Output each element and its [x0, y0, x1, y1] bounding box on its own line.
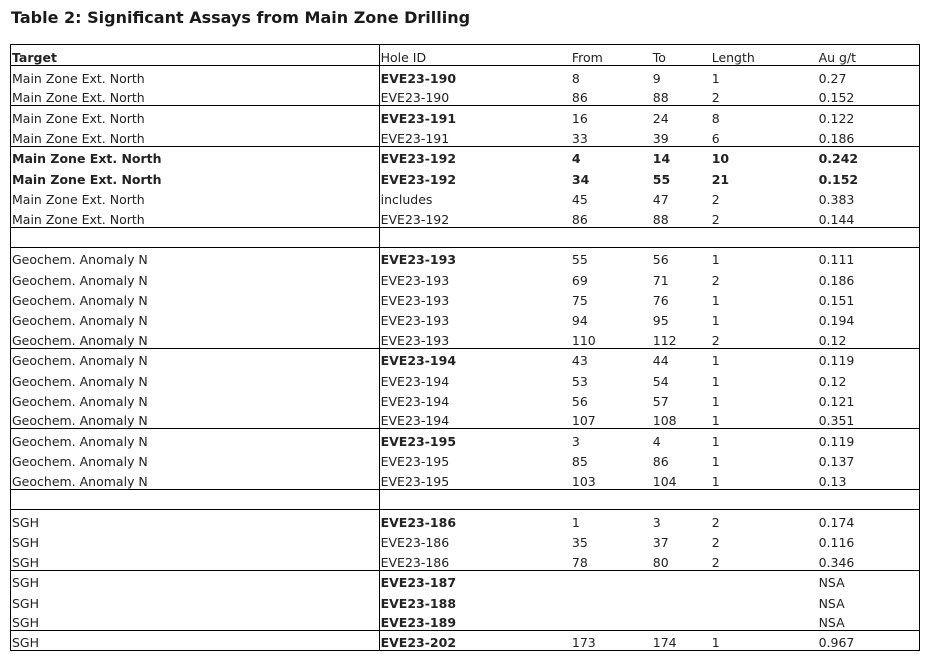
blank-row — [11, 227, 920, 247]
cell-hole-id: EVE23-193 — [379, 328, 571, 348]
cell-length: 2 — [711, 211, 720, 227]
cell-from: 55 — [571, 247, 652, 267]
cell-from: 86 — [571, 90, 588, 106]
cell-au: NSA — [818, 570, 920, 590]
cell-length: 1 — [711, 348, 818, 368]
cell-to: 88 — [652, 90, 669, 106]
cell-to: 80 — [652, 554, 669, 570]
cell-from: 4 — [571, 146, 652, 166]
cell-to: 24 — [652, 106, 711, 126]
cell-target: Geochem. Anomaly N — [11, 267, 380, 287]
cell-length: 21 — [711, 171, 730, 187]
cell-length: 8 — [711, 106, 818, 126]
cell-au: 0.12 — [818, 328, 920, 348]
cell-length: 1 — [711, 247, 818, 267]
cell-to: 3 — [652, 510, 711, 530]
cell-target — [11, 489, 380, 509]
table-row — [11, 267, 920, 287]
cell-hole-id: EVE23-190 — [379, 86, 571, 106]
table-row — [11, 590, 920, 610]
cell-length: 2 — [711, 332, 720, 348]
cell-hole-id: EVE23-186 — [379, 550, 571, 570]
cell-hole-id: EVE23-193 — [379, 267, 571, 287]
cell-from: 94 — [571, 312, 588, 328]
cell-target: SGH — [11, 590, 380, 610]
cell-au: 0.186 — [818, 126, 920, 146]
table-row — [11, 368, 920, 388]
cell-from: 8 — [571, 70, 580, 86]
table-row — [11, 66, 920, 86]
cell-target: Geochem. Anomaly N — [11, 469, 380, 489]
cell-target: Main Zone Ext. North — [11, 66, 380, 86]
cell-from: 45 — [571, 191, 588, 207]
cell-from: 107 — [571, 413, 596, 429]
cell-target: Geochem. Anomaly N — [11, 368, 380, 388]
cell-au: 0.121 — [818, 389, 920, 409]
cell-from: 78 — [571, 554, 588, 570]
table-row — [11, 631, 920, 651]
cell-length: 1 — [711, 631, 818, 651]
cell-hole-id: includes — [379, 187, 571, 207]
cell-target: Main Zone Ext. North — [11, 187, 380, 207]
cell-au: NSA — [818, 590, 920, 610]
cell-from — [571, 590, 652, 610]
cell-au: 0.144 — [818, 207, 920, 227]
table-row — [11, 449, 920, 469]
cell-au: 0.119 — [818, 348, 920, 368]
cell-to — [652, 570, 711, 590]
cell-from: 56 — [571, 393, 588, 409]
cell-to: 47 — [652, 191, 669, 207]
cell-to: 112 — [652, 332, 677, 348]
cell-hole-id: EVE23-192 — [379, 207, 571, 227]
cell-length: 1 — [711, 312, 720, 328]
cell-au: NSA — [818, 611, 920, 631]
cell-from: 1 — [571, 510, 652, 530]
cell-target: SGH — [11, 510, 380, 530]
cell-au: 0.186 — [818, 267, 920, 287]
cell-au: 0.119 — [818, 429, 920, 449]
cell-hole-id: EVE23-191 — [379, 126, 571, 146]
table-row — [11, 611, 920, 631]
table-row — [11, 550, 920, 570]
table-row — [11, 429, 920, 449]
blank-row — [11, 489, 920, 509]
cell-target: SGH — [11, 530, 380, 550]
table-row — [11, 409, 920, 429]
cell-from: 103 — [571, 473, 596, 489]
cell-target: Geochem. Anomaly N — [11, 389, 380, 409]
cell-length: 1 — [711, 473, 720, 489]
cell-target — [11, 227, 380, 247]
table-row — [11, 126, 920, 146]
cell-hole-id: EVE23-195 — [379, 449, 571, 469]
cell-to: 76 — [652, 292, 669, 308]
cell-hole-id: EVE23-188 — [379, 590, 571, 610]
table-row — [11, 247, 920, 267]
cell-target: Geochem. Anomaly N — [11, 308, 380, 328]
cell-hole-id: EVE23-194 — [379, 348, 571, 368]
table-row — [11, 328, 920, 348]
cell-length: 6 — [711, 130, 720, 146]
cell-from: 110 — [571, 332, 596, 348]
table-row — [11, 348, 920, 368]
cell-from: 86 — [571, 211, 588, 227]
cell-to: 174 — [652, 631, 711, 651]
cell-au: 0.242 — [818, 146, 920, 166]
cell-target: Geochem. Anomaly N — [11, 429, 380, 449]
table-row — [11, 288, 920, 308]
table-row — [11, 207, 920, 227]
cell-to: 4 — [652, 429, 711, 449]
cell-to: 39 — [652, 130, 669, 146]
cell-au — [818, 227, 920, 247]
cell-from — [571, 227, 652, 247]
table-row — [11, 146, 920, 166]
cell-hole-id: EVE23-193 — [379, 288, 571, 308]
cell-hole-id: EVE23-192 — [379, 146, 571, 166]
cell-target: Geochem. Anomaly N — [11, 409, 380, 429]
cell-au: 0.111 — [818, 247, 920, 267]
cell-hole-id: EVE23-194 — [379, 409, 571, 429]
cell-to — [652, 611, 711, 631]
header-from: From — [571, 45, 652, 66]
cell-au: 0.194 — [818, 308, 920, 328]
cell-target: SGH — [11, 550, 380, 570]
cell-length: 1 — [711, 70, 720, 86]
cell-from — [571, 611, 652, 631]
cell-from: 35 — [571, 535, 588, 550]
cell-to: 56 — [652, 247, 711, 267]
table-row — [11, 389, 920, 409]
cell-target: Geochem. Anomaly N — [11, 247, 380, 267]
table-row — [11, 86, 920, 106]
cell-length: 2 — [711, 510, 818, 530]
cell-target: Geochem. Anomaly N — [11, 348, 380, 368]
cell-from: 53 — [571, 373, 588, 389]
cell-hole-id: EVE23-190 — [379, 66, 571, 86]
cell-hole-id: EVE23-193 — [379, 308, 571, 328]
cell-au: 0.122 — [818, 106, 920, 126]
cell-length: 2 — [711, 554, 720, 570]
cell-to: 14 — [652, 146, 711, 166]
cell-target: Main Zone Ext. North — [11, 146, 380, 166]
cell-hole-id: EVE23-186 — [379, 510, 571, 530]
cell-target: Main Zone Ext. North — [11, 166, 380, 186]
cell-au: 0.12 — [818, 368, 920, 388]
table-row — [11, 166, 920, 186]
cell-to: 54 — [652, 373, 669, 389]
cell-length: 10 — [711, 146, 818, 166]
cell-hole-id: EVE23-187 — [379, 570, 571, 590]
cell-au: 0.967 — [818, 631, 920, 651]
cell-au: 0.174 — [818, 510, 920, 530]
cell-hole-id: EVE23-195 — [379, 469, 571, 489]
cell-au: 0.152 — [818, 86, 920, 106]
cell-target: Main Zone Ext. North — [11, 106, 380, 126]
cell-to: 9 — [652, 70, 661, 86]
cell-to: 71 — [652, 272, 669, 288]
table-title: Table 2: Significant Assays from Main Zone Drilling — [11, 8, 471, 27]
cell-to: 108 — [652, 413, 677, 429]
cell-length — [711, 570, 818, 590]
cell-hole-id — [379, 489, 571, 509]
cell-to: 104 — [652, 473, 677, 489]
cell-from: 75 — [571, 292, 588, 308]
cell-target: Main Zone Ext. North — [11, 126, 380, 146]
table-row — [11, 510, 920, 530]
cell-to: 44 — [652, 348, 711, 368]
cell-au: 0.152 — [818, 166, 920, 186]
cell-to — [652, 489, 711, 509]
cell-hole-id: EVE23-194 — [379, 389, 571, 409]
cell-to: 57 — [652, 393, 669, 409]
cell-from: 43 — [571, 348, 652, 368]
table-body — [11, 66, 920, 651]
cell-hole-id: EVE23-194 — [379, 368, 571, 388]
cell-au: 0.137 — [818, 449, 920, 469]
table-row — [11, 469, 920, 489]
cell-to: 86 — [652, 454, 669, 470]
cell-length: 1 — [711, 373, 720, 389]
cell-length — [711, 227, 818, 247]
cell-length: 1 — [711, 454, 720, 470]
table-row — [11, 570, 920, 590]
cell-length: 1 — [711, 292, 720, 308]
cell-from — [571, 570, 652, 590]
cell-hole-id: EVE23-193 — [379, 247, 571, 267]
cell-target: Geochem. Anomaly N — [11, 449, 380, 469]
table-row — [11, 187, 920, 207]
cell-length: 2 — [711, 535, 720, 550]
cell-from: 33 — [571, 130, 588, 146]
cell-target: Main Zone Ext. North — [11, 207, 380, 227]
cell-target: SGH — [11, 631, 380, 651]
cell-from: 34 — [571, 171, 590, 187]
header-target: Target — [11, 45, 380, 66]
cell-length — [711, 489, 818, 509]
cell-au: 0.151 — [818, 288, 920, 308]
cell-hole-id: EVE23-189 — [379, 611, 571, 631]
cell-target: Geochem. Anomaly N — [11, 288, 380, 308]
cell-length: 2 — [711, 272, 720, 288]
cell-target: SGH — [11, 611, 380, 631]
header-hole-id: Hole ID — [379, 45, 571, 66]
table-row — [11, 308, 920, 328]
cell-to: 55 — [652, 171, 671, 187]
cell-length: 1 — [711, 429, 818, 449]
cell-from: 3 — [571, 429, 652, 449]
table-header-row — [11, 45, 920, 66]
cell-length — [711, 590, 818, 610]
cell-hole-id: EVE23-186 — [379, 530, 571, 550]
cell-from: 85 — [571, 454, 588, 470]
table-row — [11, 530, 920, 550]
cell-hole-id: EVE23-195 — [379, 429, 571, 449]
cell-au: 0.116 — [818, 530, 920, 550]
cell-length: 1 — [711, 393, 720, 409]
cell-length: 2 — [711, 191, 720, 207]
cell-hole-id: EVE23-202 — [379, 631, 571, 651]
cell-to — [652, 590, 711, 610]
header-length: Length — [711, 45, 818, 66]
table-row — [11, 106, 920, 126]
cell-from: 69 — [571, 272, 588, 288]
cell-from: 173 — [571, 631, 652, 651]
cell-length — [711, 611, 818, 631]
cell-target: SGH — [11, 570, 380, 590]
cell-hole-id: EVE23-192 — [379, 166, 571, 186]
cell-au: 0.351 — [818, 409, 920, 429]
cell-au: 0.383 — [818, 187, 920, 207]
cell-from — [571, 489, 652, 509]
cell-hole-id — [379, 227, 571, 247]
cell-au: 0.27 — [818, 66, 920, 86]
cell-to: 95 — [652, 312, 669, 328]
header-au: Au g/t — [818, 45, 920, 66]
cell-to — [652, 227, 711, 247]
cell-length: 2 — [711, 90, 720, 106]
assays-table — [10, 44, 920, 651]
cell-au — [818, 489, 920, 509]
cell-from: 16 — [571, 106, 652, 126]
cell-au: 0.13 — [818, 469, 920, 489]
cell-target: Geochem. Anomaly N — [11, 328, 380, 348]
cell-to: 88 — [652, 211, 669, 227]
cell-length: 1 — [711, 413, 720, 429]
cell-to: 37 — [652, 535, 669, 550]
cell-au: 0.346 — [818, 550, 920, 570]
header-to: To — [652, 45, 711, 66]
cell-target: Main Zone Ext. North — [11, 86, 380, 106]
cell-hole-id: EVE23-191 — [379, 106, 571, 126]
